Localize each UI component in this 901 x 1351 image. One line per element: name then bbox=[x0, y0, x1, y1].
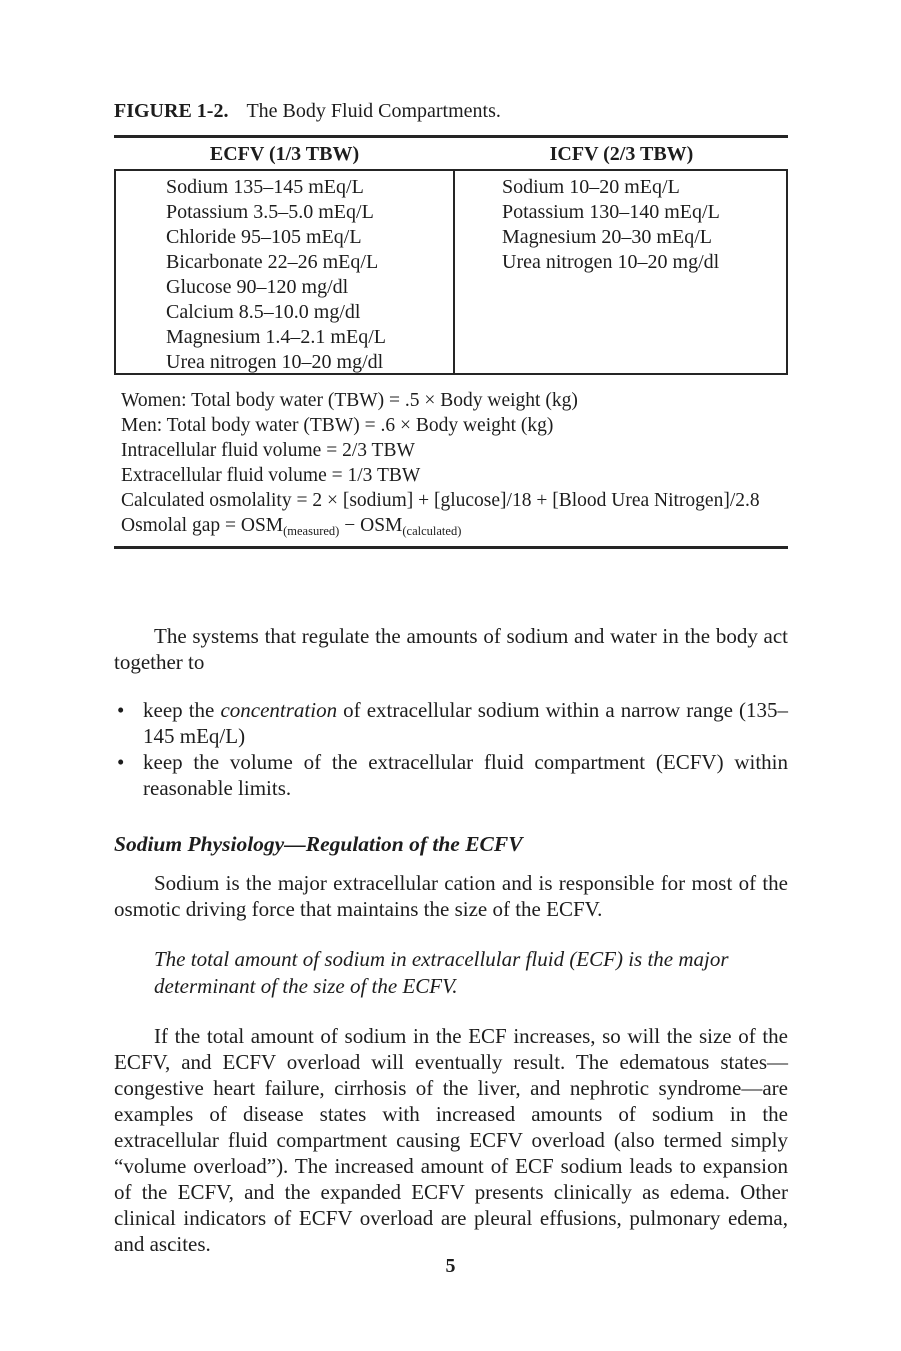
bullet-text-pre: keep the bbox=[143, 698, 221, 722]
osmolal-gap-note bbox=[121, 513, 788, 540]
table-notes bbox=[114, 388, 788, 540]
icfv-value: Sodium 10–20 mEq/L bbox=[502, 176, 680, 198]
table-note: Extracellular fluid volume = 1/3 TBW bbox=[121, 465, 421, 486]
ecfv-value: Urea nitrogen 10–20 mg/dl bbox=[166, 351, 384, 373]
bullet-icon: • bbox=[117, 750, 125, 774]
icfv-value: Urea nitrogen 10–20 mg/dl bbox=[502, 251, 720, 273]
bullet-text-pre: keep the volume of the extracellular fluid compartment (ECFV) within reasonable limits. bbox=[143, 750, 788, 800]
bullet-text bbox=[143, 750, 788, 800]
page-content bbox=[114, 98, 788, 1257]
figure-title: The Body Fluid Compartments. bbox=[246, 100, 501, 122]
table-note: Calculated osmolality = 2 × [sodium] + [glucose]/18 + [Blood Urea Nitrogen]/2.8 bbox=[121, 490, 760, 511]
column-header-icfv: ICFV (2/3 TBW) bbox=[549, 143, 694, 165]
icfv-value: Potassium 130–140 mEq/L bbox=[502, 201, 720, 223]
table-note: Intracellular fluid volume = 2/3 TBW bbox=[121, 440, 415, 461]
bullet-text-emphasis: concentration bbox=[220, 698, 338, 722]
bullet-list bbox=[114, 697, 788, 801]
table-header-row bbox=[114, 138, 788, 169]
table-bottom-rule bbox=[114, 546, 788, 549]
column-header-ecfv: ECFV (1/3 TBW) bbox=[209, 143, 360, 165]
sodium-cation-paragraph: Sodium is the major extracellular cation and is responsible for most of the osmotic driving force that maintains the size of the ECFV. bbox=[114, 871, 788, 921]
icfv-cell bbox=[455, 171, 786, 373]
osmolal-gap-measured-subscript: (measured) bbox=[283, 524, 340, 538]
note-lines bbox=[121, 388, 788, 513]
ecfv-value: Bicarbonate 22–26 mEq/L bbox=[166, 251, 379, 273]
osmolal-gap-calculated-subscript: (calculated) bbox=[402, 524, 462, 538]
intro-paragraph: The systems that regulate the amounts of sodium and water in the body act together to bbox=[114, 624, 788, 674]
figure-caption bbox=[114, 98, 788, 124]
figure-label: FIGURE 1-2. bbox=[114, 100, 229, 122]
icfv-value: Magnesium 20–30 mEq/L bbox=[502, 226, 712, 248]
ecfv-value: Calcium 8.5–10.0 mg/dl bbox=[166, 301, 361, 323]
ecfv-value: Sodium 135–145 mEq/L bbox=[166, 176, 364, 198]
ecfv-value: Potassium 3.5–5.0 mEq/L bbox=[166, 201, 374, 223]
key-point-quote: The total amount of sodium in extracellular fluid (ECF) is the major determinant of the size of the ECFV. bbox=[154, 947, 729, 998]
table-body bbox=[114, 169, 788, 375]
bullet-icon: • bbox=[117, 698, 125, 722]
osmolal-gap-mid: − OSM bbox=[339, 515, 403, 536]
ecfv-overload-paragraph: If the total amount of sodium in the ECF increases, so will the size of the ECFV, and ECFV overload will eventually result. The edematous states—congestive heart failure, cirrhosis of the liver, and nephrotic syndrome—are examples of disease states with increased amounts of sodium in the extracellular fluid compartment causing ECFV overload (also termed simply “volume overload”). The increased amount of ECF sodium leads to expansion of the ECFV, and the expanded ECFV presents clinically as edema. Other clinical indicators of ECFV overload are pleural effusions, pulmonary edema, and ascites. bbox=[114, 1024, 788, 1256]
osmolal-gap-prefix: Osmolal gap = OSM bbox=[121, 515, 284, 536]
section-heading: Sodium Physiology—Regulation of the ECFV bbox=[114, 832, 523, 856]
ecfv-value: Magnesium 1.4–2.1 mEq/L bbox=[166, 326, 386, 348]
table-note: Women: Total body water (TBW) = .5 × Body weight (kg) bbox=[121, 390, 578, 411]
bullet-item-concentration bbox=[114, 697, 788, 749]
ecfv-cell bbox=[116, 171, 455, 373]
bullet-item-volume bbox=[114, 749, 788, 801]
bullet-text bbox=[143, 698, 788, 748]
page-number: 5 bbox=[445, 1255, 456, 1277]
ecfv-value: Chloride 95–105 mEq/L bbox=[166, 226, 362, 248]
ecfv-value: Glucose 90–120 mg/dl bbox=[166, 276, 349, 298]
table-note: Men: Total body water (TBW) = .6 × Body weight (kg) bbox=[121, 415, 554, 436]
bullet-text-post: of extracellular sodium within a narrow range (135–145 mEq/L) bbox=[143, 698, 788, 748]
